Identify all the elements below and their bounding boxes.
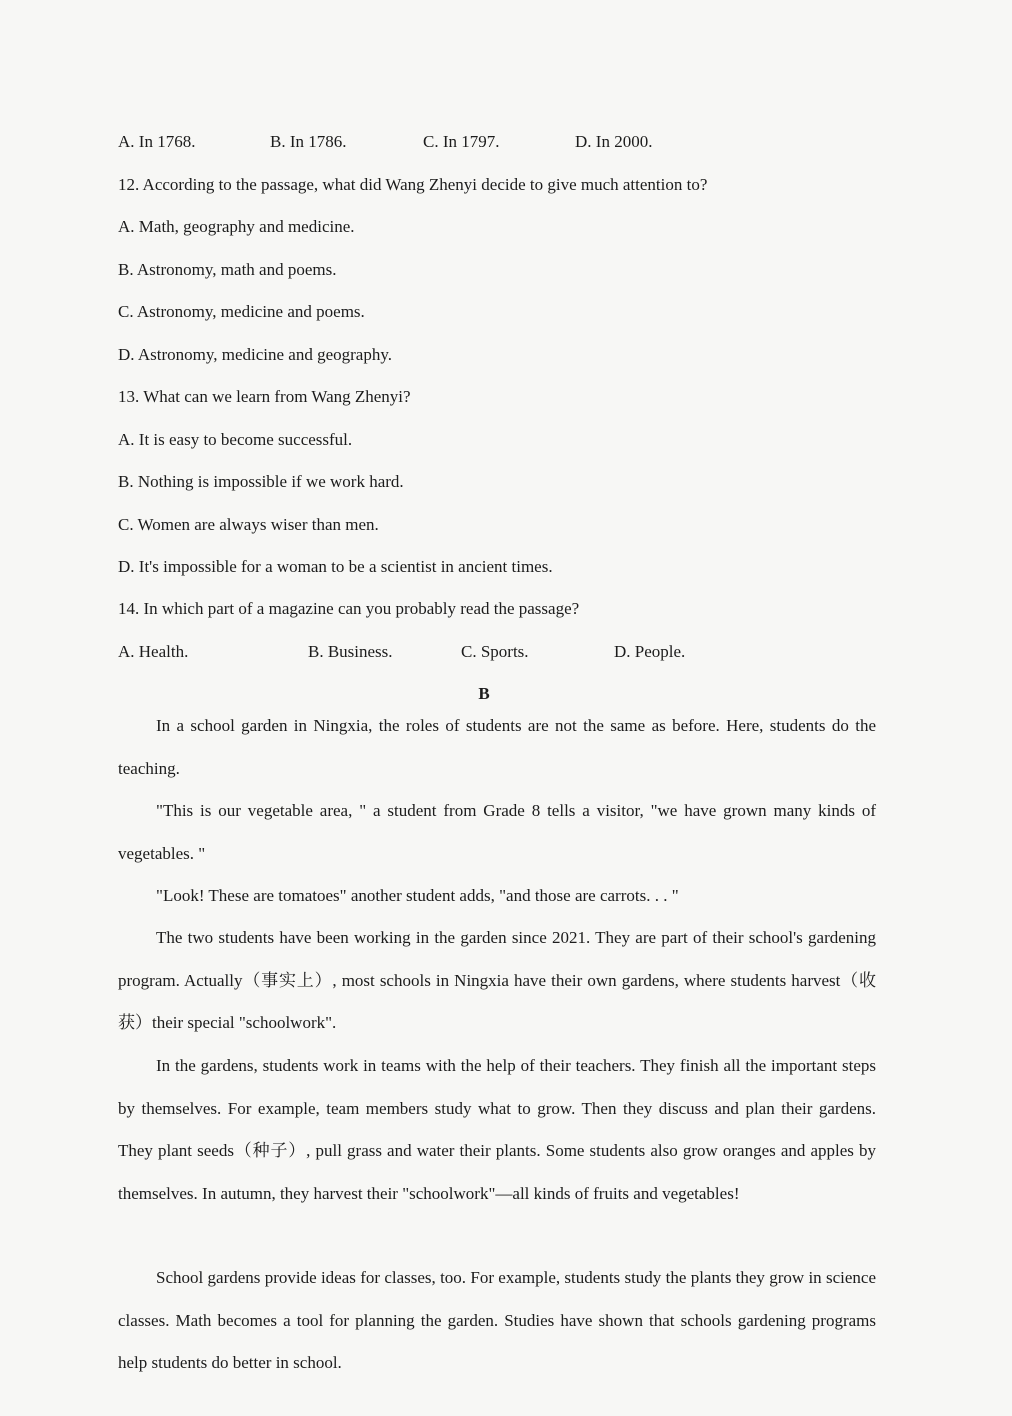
q14-option-d: D. People. xyxy=(614,642,686,661)
q14-option-b: B. Business. xyxy=(308,642,393,661)
q13-option-c: C. Women are always wiser than men. xyxy=(118,515,379,534)
q11-option-d: D. In 2000. xyxy=(575,132,653,151)
q13-option-d: D. It's impossible for a woman to be a scientist in ancient times. xyxy=(118,557,553,576)
q13-option-b: B. Nothing is impossible if we work hard. xyxy=(118,472,404,491)
section-b-paragraph-3: "Look! These are tomatoes" another student adds, "and those are carrots. . . " xyxy=(156,886,679,905)
q11-option-c: C. In 1797. xyxy=(423,132,500,151)
q11-option-b: B. In 1786. xyxy=(270,132,347,151)
q14-option-a: A. Health. xyxy=(118,642,189,661)
q14-options xyxy=(118,641,878,663)
section-b-paragraph-6: School gardens provide ideas for classes, too. For example, students study the plants they grow in science classes. Math becomes a tool for planning the garden. Studies have shown that schools gardening programs help students do better in school. xyxy=(118,1268,876,1372)
q12-option-c: C. Astronomy, medicine and poems. xyxy=(118,302,365,321)
q12-question: 12. According to the passage, what did Wang Zhenyi decide to give much attention to? xyxy=(118,175,708,194)
section-b-paragraph-4: The two students have been working in the garden since 2021. They are part of their school's gardening program. Actually（事实上）, most schools in Ningxia have their own gardens, where students harvest（收获）their special "schoolwork". xyxy=(118,928,876,1032)
q12-option-b: B. Astronomy, math and poems. xyxy=(118,260,337,279)
q11-options xyxy=(118,131,878,153)
exam-page xyxy=(118,0,878,1416)
q12-option-d: D. Astronomy, medicine and geography. xyxy=(118,345,392,364)
q11-option-a: A. In 1768. xyxy=(118,132,196,151)
section-b-paragraph-1: In a school garden in Ningxia, the roles of students are not the same as before. Here, students do the teaching. xyxy=(118,716,876,778)
q12-option-a: A. Math, geography and medicine. xyxy=(118,217,355,236)
q13-question: 13. What can we learn from Wang Zhenyi? xyxy=(118,387,411,406)
q14-question: 14. In which part of a magazine can you probably read the passage? xyxy=(118,599,580,618)
section-b-paragraph-2: "This is our vegetable area, " a student from Grade 8 tells a visitor, "we have grown many kinds of vegetables. " xyxy=(118,801,876,863)
section-b-heading: B xyxy=(478,684,490,703)
q14-option-c: C. Sports. xyxy=(461,642,529,661)
q13-option-a: A. It is easy to become successful. xyxy=(118,430,353,449)
section-b-paragraph-5: In the gardens, students work in teams with the help of their teachers. They finish all the important steps by themselves. For example, team members study what to grow. Then they discuss and plan their gardens. They plant seeds（种子）, pull grass and water their plants. Some students also grow oranges and apples by themselves. In autumn, they harvest their "schoolwork"—all kinds of fruits and vegetables! xyxy=(118,1056,876,1203)
